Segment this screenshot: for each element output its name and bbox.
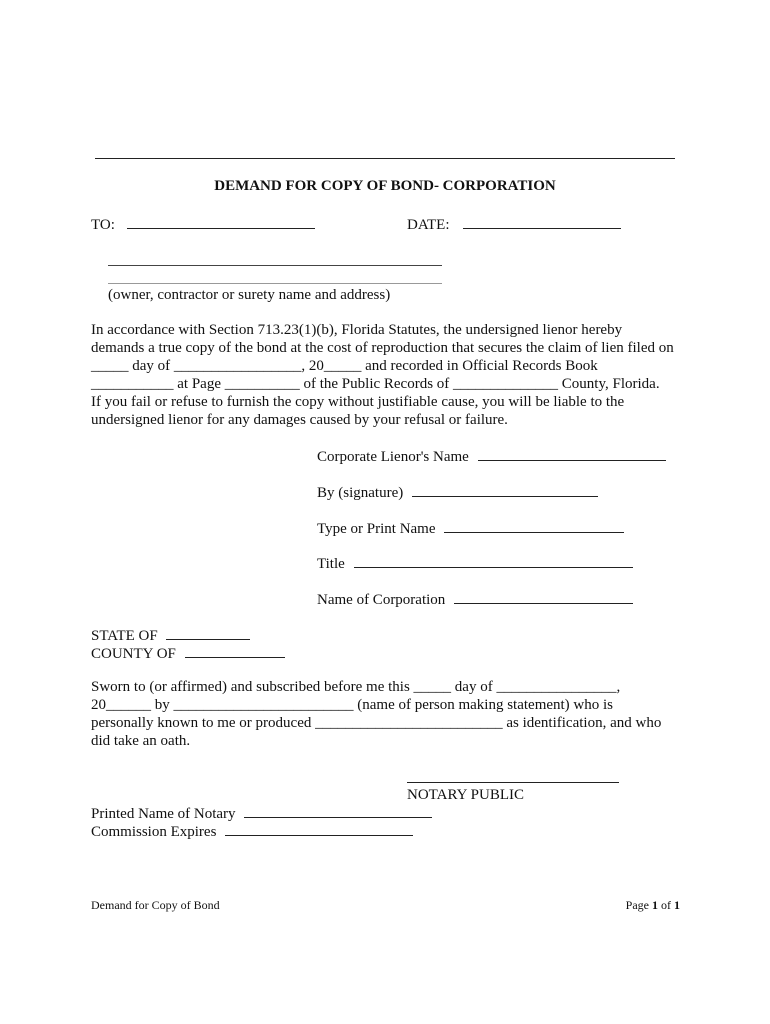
to-label: TO:: [91, 217, 115, 233]
page-total: 1: [674, 898, 680, 912]
county-row: [91, 643, 285, 663]
date-row: [407, 214, 621, 234]
print-name-label: Type or Print Name: [317, 521, 436, 537]
county-label: COUNTY OF: [91, 646, 176, 662]
address-line-2[interactable]: [108, 283, 442, 284]
body-line: demands a true copy of the bond at the cost of reproduction that secures the claim of lien filed on: [91, 340, 674, 356]
title-label: Title: [317, 556, 345, 572]
county-field[interactable]: [185, 643, 285, 658]
printed-name-row: [91, 803, 432, 823]
corporation-field[interactable]: [454, 589, 633, 604]
print-name-field[interactable]: [444, 518, 624, 533]
body-line: undersigned lienor for any damages caused by your refusal or failure.: [91, 412, 508, 428]
body-line: In accordance with Section 713.23(1)(b), Florida Statutes, the undersigned lienor hereby: [91, 322, 623, 338]
print-name-row: [317, 518, 624, 538]
top-rule: [95, 158, 675, 159]
date-label: DATE:: [407, 217, 450, 233]
sworn-paragraph: [91, 678, 691, 750]
state-label: STATE OF: [91, 628, 158, 644]
page-number: [626, 898, 680, 913]
to-row: [91, 214, 315, 234]
footer-title: Demand for Copy of Bond: [91, 898, 220, 912]
sworn-line: Sworn to (or affirmed) and subscribed before me this _____ day of ________________,: [91, 679, 621, 695]
printed-name-label: Printed Name of Notary: [91, 806, 236, 822]
notary-signature-line[interactable]: [407, 782, 619, 783]
address-line-1[interactable]: [108, 265, 442, 266]
body-paragraph: [91, 321, 691, 429]
state-field[interactable]: [166, 625, 250, 640]
lienor-name-label: Corporate Lienor's Name: [317, 449, 469, 465]
body-line: _____ day of _________________, 20_____ and recorded in Official Records Book: [91, 358, 598, 374]
to-field[interactable]: [127, 214, 315, 229]
sworn-line: 20______ by ________________________ (name of person making statement) who is: [91, 697, 614, 713]
state-row: [91, 625, 250, 645]
page-word: Page: [625, 898, 649, 912]
lienor-name-row: [317, 446, 666, 466]
commission-field[interactable]: [225, 821, 413, 836]
signature-label: By (signature): [317, 485, 404, 501]
title-field[interactable]: [354, 553, 633, 568]
notary-public-label: NOTARY PUBLIC: [407, 787, 525, 803]
date-field[interactable]: [463, 214, 621, 229]
signature-field[interactable]: [412, 482, 598, 497]
page-current: 1: [652, 898, 658, 912]
body-line: ___________ at Page __________ of the Public Records of ______________ County, Florida.: [91, 376, 660, 392]
corporation-label: Name of Corporation: [317, 592, 446, 608]
commission-row: [91, 821, 413, 841]
lienor-name-field[interactable]: [478, 446, 666, 461]
page-of: of: [661, 898, 671, 912]
corporation-row: [317, 589, 633, 609]
commission-label: Commission Expires: [91, 824, 217, 840]
title-row: [317, 553, 633, 573]
document-title: DEMAND FOR COPY OF BOND- CORPORATION: [214, 178, 556, 194]
body-line: If you fail or refuse to furnish the copy without justifiable cause, you will be liable to the: [91, 394, 625, 410]
address-caption: (owner, contractor or surety name and address): [108, 287, 391, 303]
signature-row: [317, 482, 598, 502]
sworn-line: personally known to me or produced _________________________ as identification, and who: [91, 715, 662, 731]
printed-name-field[interactable]: [244, 803, 432, 818]
sworn-line: did take an oath.: [91, 733, 191, 749]
